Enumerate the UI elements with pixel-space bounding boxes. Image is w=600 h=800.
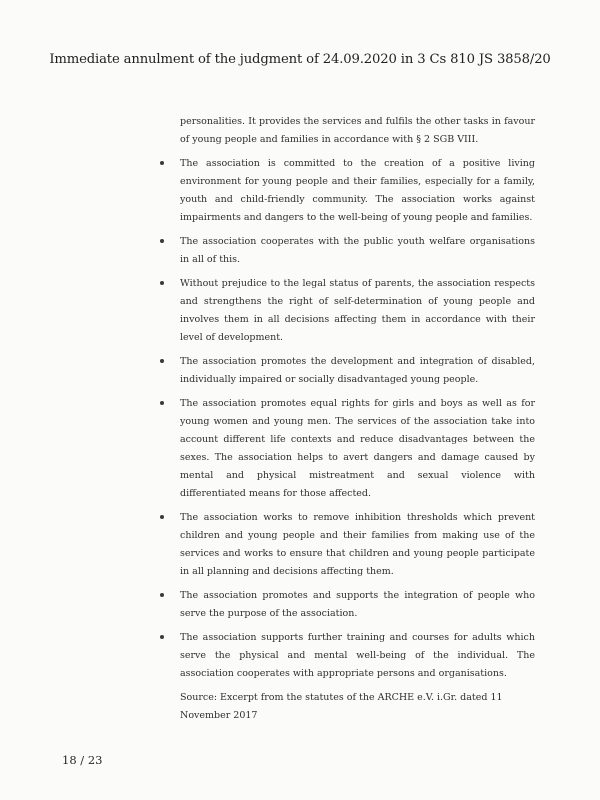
bullet-icon [160, 635, 164, 639]
list-item-text: The association promotes and supports the integration of people who serve the purpose of the association. [180, 590, 535, 619]
page-number: 18 / 23 [62, 753, 103, 767]
list-item [160, 233, 535, 269]
list-item-text: Without prejudice to the legal status of parents, the association respects and strengthens the right of self-determination of young people and involves them in all decisions affecting them in accordance with their level of development. [180, 278, 535, 343]
list-item [160, 509, 535, 581]
source-citation: Source: Excerpt from the statutes of the ARCHE e.V. i.Gr. dated 11 November 2017 [180, 692, 503, 721]
list-item [160, 275, 535, 347]
list-item-text: The association supports further training and courses for adults which serve the physical and mental well-being of the individual. The association cooperates with appropriate persons and organisations. [180, 632, 535, 679]
list-item [160, 395, 535, 503]
list-item-text: The association promotes equal rights for girls and boys as well as for young women and young men. The services of the association take into account different life contexts and reduce disadvantages between the sexes. The association helps to avert dangers and damage caused by mental and physical mistreatment and sexual violence with differentiated means for those affected. [180, 398, 535, 499]
bullet-icon [160, 281, 164, 285]
list-item [160, 587, 535, 623]
bullet-icon [160, 401, 164, 405]
list-item [160, 353, 535, 389]
bullet-icon [160, 161, 164, 165]
page-header-title: Immediate annulment of the judgment of 24.09.2020 in 3 Cs 810 JS 3858/20 [49, 52, 551, 67]
list-item [160, 629, 535, 683]
list-item-text: The association works to remove inhibition thresholds which prevent children and young people and their families from making use of the services and works to ensure that children and young people participate in all planning and decisions affecting them. [180, 512, 535, 577]
document-body [160, 113, 535, 725]
bullet-icon [160, 359, 164, 363]
list-item-text: The association is committed to the creation of a positive living environment for young people and their families, especially for a family, youth and child-friendly community. The association works against impairments and dangers to the well-being of young people and families. [180, 158, 535, 223]
intro-paragraph: personalities. It provides the services and fulfils the other tasks in favour of young people and families in accordance with § 2 SGB VIII. [180, 116, 535, 145]
bullet-icon [160, 515, 164, 519]
bullet-icon [160, 593, 164, 597]
bullet-icon [160, 239, 164, 243]
list-item-text: The association cooperates with the public youth welfare organisations in all of this. [180, 236, 535, 265]
list-item [160, 155, 535, 227]
list-item-text: The association promotes the development and integration of disabled, individually impaired or socially disadvantaged young people. [180, 356, 535, 385]
